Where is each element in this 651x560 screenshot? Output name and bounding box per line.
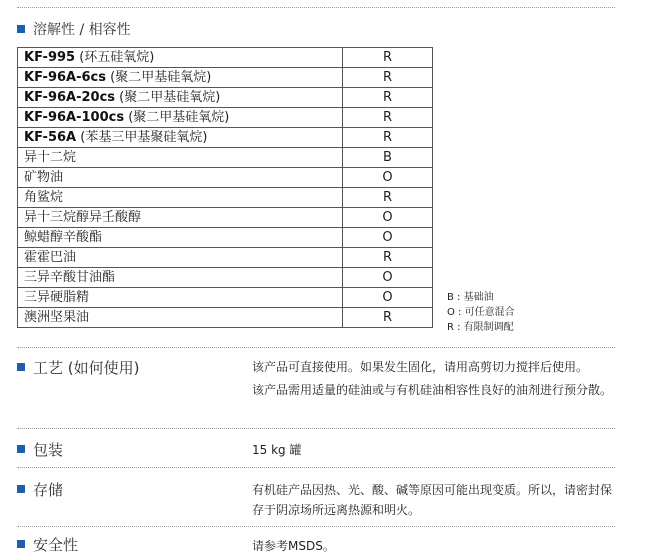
ingredient-name: 角鲨烷: [24, 190, 64, 205]
table-row: [18, 288, 433, 308]
table-row: [18, 248, 433, 268]
table-row: [18, 68, 433, 88]
table-row: [18, 148, 433, 168]
table-row: [18, 128, 433, 148]
compatibility-table: [17, 47, 433, 328]
compatibility-value: R: [343, 188, 433, 208]
table-row: [18, 88, 433, 108]
table-row: [18, 228, 433, 248]
product-code: KF-56A: [24, 130, 77, 145]
section-marker-icon: [17, 445, 25, 453]
product-code: KF-96A-6cs: [24, 70, 106, 85]
divider: [17, 526, 615, 527]
storage-text: 有机硅产品因热、光、酸、碱等原因可能出现变质。所以，请密封保存于阴凉场所远离热源和明火。: [252, 483, 613, 517]
ingredient-cell: [18, 128, 343, 148]
section-marker-icon: [17, 363, 25, 371]
legend-base-oil: B : 基础油: [447, 292, 494, 303]
divider: [17, 347, 615, 348]
ingredient-cell: [18, 208, 343, 228]
ingredient-name: 三异硬脂精: [24, 290, 90, 305]
ingredient-cell: [18, 288, 343, 308]
compatibility-value: R: [343, 68, 433, 88]
ingredient-cell: [18, 188, 343, 208]
compatibility-value: O: [343, 228, 433, 248]
ingredient-cell: [18, 308, 343, 328]
compatibility-value: O: [343, 268, 433, 288]
section-marker-icon: [17, 485, 25, 493]
section-marker-icon: [17, 25, 25, 33]
ingredient-name: 异十三烷醇异壬酸醇: [24, 210, 142, 225]
compatibility-value: R: [343, 108, 433, 128]
storage-title: 存储: [33, 481, 64, 499]
legend-miscible: O : 可任意混合: [447, 307, 515, 318]
safety-text: 请参考MSDS。: [252, 539, 335, 553]
divider: [17, 7, 615, 8]
ingredient-cell: [18, 108, 343, 128]
table-row: [18, 168, 433, 188]
compatibility-value: R: [343, 128, 433, 148]
product-code: KF-995: [24, 50, 76, 65]
compatibility-value: R: [343, 248, 433, 268]
ingredient-name: 三异辛酸甘油酯: [24, 270, 116, 285]
product-code: KF-96A-100cs: [24, 110, 125, 125]
compatibility-value: O: [343, 288, 433, 308]
compatibility-value: O: [343, 208, 433, 228]
packaging-title: 包装: [33, 441, 64, 459]
ingredient-name: (苯基三甲基聚硅氧烷): [76, 130, 208, 145]
process-title: 工艺 (如何使用): [33, 359, 140, 377]
ingredient-name: (聚二甲基硅氧烷): [115, 90, 221, 105]
table-row: [18, 188, 433, 208]
divider: [17, 428, 615, 429]
solubility-title: 溶解性 / 相容性: [33, 22, 131, 38]
divider: [17, 467, 615, 468]
ingredient-name: 异十二烷: [24, 150, 77, 165]
ingredient-cell: [18, 148, 343, 168]
compatibility-value: O: [343, 168, 433, 188]
ingredient-cell: [18, 68, 343, 88]
packaging-text: 15 kg 罐: [252, 443, 302, 457]
table-row: [18, 268, 433, 288]
ingredient-cell: [18, 48, 343, 68]
compatibility-value: B: [343, 148, 433, 168]
product-code: KF-96A-20cs: [24, 90, 116, 105]
table-row: [18, 208, 433, 228]
compatibility-value: R: [343, 308, 433, 328]
compatibility-value: R: [343, 48, 433, 68]
table-row: [18, 308, 433, 328]
ingredient-name: (聚二甲基硅氧烷): [124, 110, 230, 125]
ingredient-cell: [18, 228, 343, 248]
ingredient-name: 霍霍巴油: [24, 250, 77, 265]
ingredient-name: 鲸蜡醇辛酸酯: [24, 230, 103, 245]
section-marker-icon: [17, 540, 25, 548]
ingredient-name: (聚二甲基硅氧烷): [106, 70, 212, 85]
ingredient-name: (环五硅氧烷): [75, 50, 155, 65]
ingredient-cell: [18, 268, 343, 288]
compatibility-value: R: [343, 88, 433, 108]
legend-limited: R : 有限制调配: [447, 322, 514, 333]
ingredient-cell: [18, 248, 343, 268]
table-row: [18, 108, 433, 128]
ingredient-cell: [18, 88, 343, 108]
safety-title: 安全性: [33, 536, 79, 554]
process-text-2: 该产品需用适量的硅油或与有机硅油相容性良好的油剂进行预分散。: [252, 383, 613, 397]
process-text-1: 该产品可直接使用。如果发生固化，请用高剪切力搅拌后使用。: [252, 360, 589, 374]
table-row: [18, 48, 433, 68]
ingredient-cell: [18, 168, 343, 188]
ingredient-name: 澳洲坚果油: [24, 310, 90, 325]
ingredient-name: 矿物油: [24, 170, 64, 185]
